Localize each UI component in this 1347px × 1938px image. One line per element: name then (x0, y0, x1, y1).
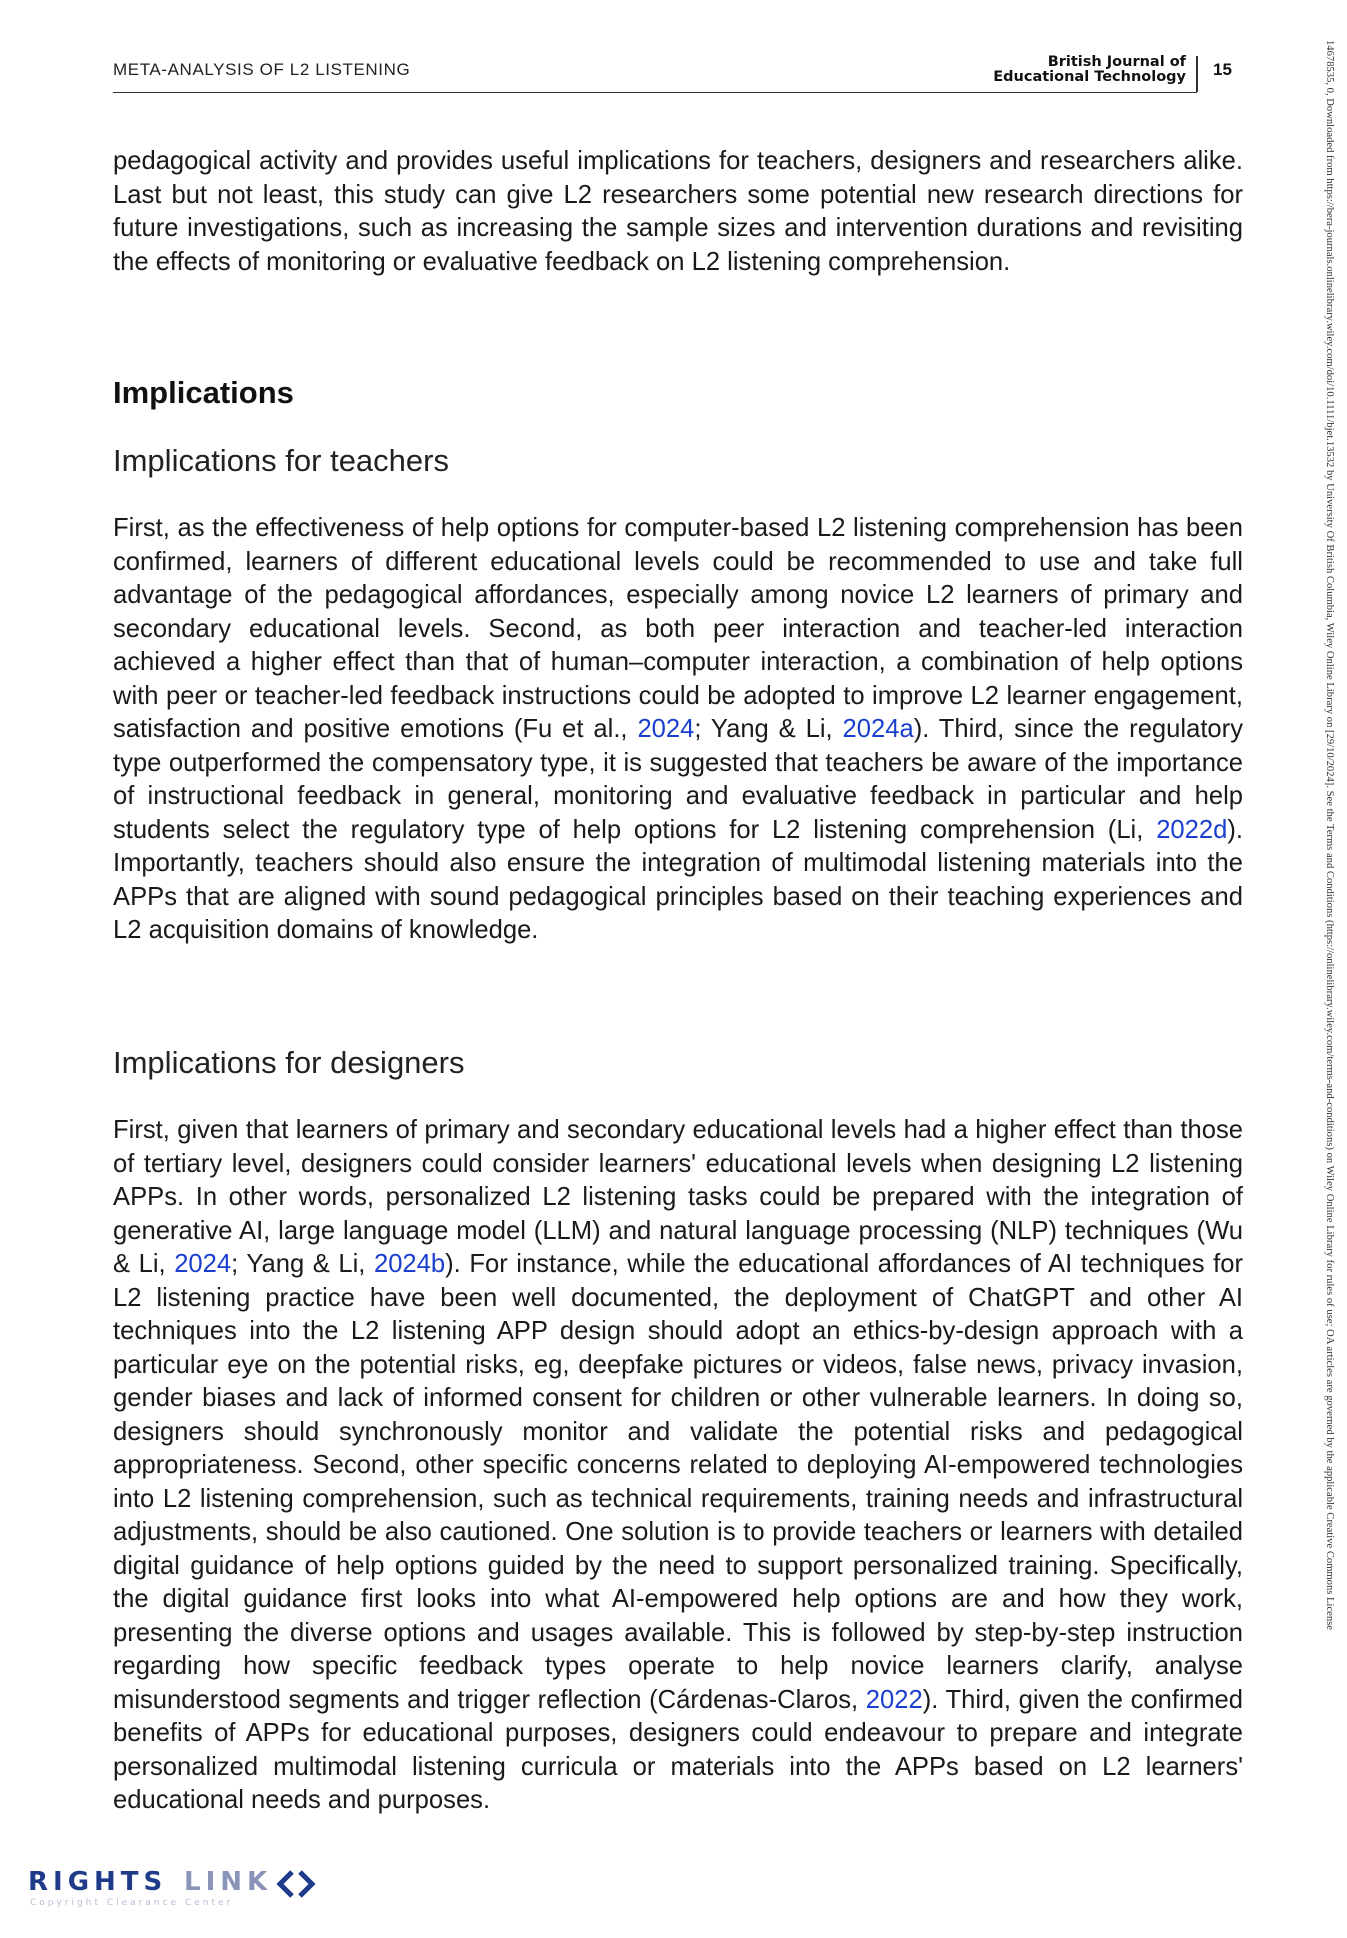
intro-paragraph: pedagogical activity and provides useful implications for teachers, designers and researchers alike. Last but not least, this study can give L2 researchers some potential new research directions for future investigations, such as increasing the sample sizes and intervention durations and revisiting the effects of monitoring or evaluative feedback on L2 listening comprehension. (113, 147, 1243, 276)
page-number: 15 (1213, 60, 1232, 79)
designers-text-3: ). For instance, while the educational affordances of AI techniques for L2 listening practice have been well documented, the deployment of ChatGPT and other AI techniques into the L2 listening APP design should adopt an ethics-by-design approach with a particular eye on the potential risks, eg, deepfake pictures or videos, false news, privacy invasion, gender biases and lack of informed consent for children or other vulnerable learners. In doing so, designers should synchronously monitor and validate the potential risks and pedagogical appropriateness. Second, other specific concerns related to deploying AI-empowered technologies into L2 listening comprehension, such as technical requirements, training needs and infrastructural adjustments, should be also cautioned. One solution is to provide teachers or learners with detailed digital guidance of help options guided by the need to support personalized training. Specifically, the digital guidance first looks into what AI-empowered help options are and how they work, presenting the diverse options and usages available. This is followed by step-by-step instruction regarding how specific feedback types operate to help novice learners clarify, analyse misunderstood segments and trigger reflection (Cárdenas-Claros, (113, 1250, 1243, 1714)
designers-text-1: First, given that learners of primary and secondary educational levels had a higher effect than those of tertiary level, designers could consider learners' educational levels when designing L2 listening APPs. In other words, personalized L2 listening tasks could be prepared with the integration of generative AI, large language model (LLM) and natural language processing (NLP) techniques (Wu & Li, (113, 1116, 1243, 1278)
citation-link-yang-2024a[interactable]: 2024a (842, 715, 914, 743)
designers-text-2: ; Yang & Li, (231, 1250, 374, 1278)
teachers-text-3: ). Third, since the regulatory type outperformed the compensatory type, it is suggested that teachers be aware of the importance of instructional feedback in general, monitoring and evaluative feedback in particular and help students select the regulatory type of help options for L2 listening comprehension (Li, (113, 715, 1243, 844)
subsection-heading-designers: Implications for designers (113, 1045, 465, 1080)
svg-text:LINK: LINK (184, 1867, 273, 1897)
rightslink-logo (28, 1860, 348, 1910)
header-rule (113, 92, 1197, 93)
teachers-text-2: ; Yang & Li, (694, 715, 843, 743)
citation-link-li-2022d[interactable]: 2022d (1156, 815, 1228, 844)
download-notice-text: 14678535, 0, Downloaded from https://bera-journals.onlinelibrary.wiley.com/doi/10.1111/bjet.13532 by University Of British Columbia, Wiley Online Library on [29/10/2024]. See the Terms and Conditions (https://onlinelibrary.wiley.com/terms-and-conditions) on Wiley Online Library for rules of use; OA articles are governed by the applicable Creative Commons License (1324, 40, 1335, 1630)
running-title: META-ANALYSIS OF L2 LISTENING (113, 60, 411, 79)
teachers-text-4: ). Importantly, teachers should also ensure the integration of multimodal listening materials into the APPs that are aligned with sound pedagogical principles based on their teaching experiences and L2 acquisition domains of knowledge. (113, 815, 1243, 944)
citation-link-cardenas-2022[interactable]: 2022 (865, 1685, 923, 1714)
journal-name-line2: Educational Technology (993, 69, 1186, 85)
citation-link-wu-2024[interactable]: 2024 (174, 1250, 232, 1278)
citation-link-yang-2024b[interactable]: 2024b (373, 1250, 446, 1278)
journal-name-line1: British Journal of (1047, 54, 1186, 70)
download-notice (1322, 40, 1336, 1910)
svg-text:Copyright Clearance Center: Copyright Clearance Center (30, 1898, 234, 1908)
teachers-text-1: First, as the effectiveness of help options for computer-based L2 listening comprehension has been confirmed, learners of different educational levels could be recommended to use and take full advantage of the pedagogical affordances, especially among novice L2 learners of primary and secondary educational levels. Second, as both peer interaction and teacher-led interaction achieved a higher effect than that of human–computer interaction, a combination of help options with peer or teacher-led feedback instructions could be adopted to improve L2 learner engagement, satisfaction and positive emotions (Fu et al., (113, 514, 1243, 743)
designers-text-4: ). Third, given the confirmed benefits of APPs for educational purposes, designers could endeavour to prepare and integrate personalized multimodal listening curricula or materials into the APPs based on L2 learners' educational needs and purposes. (113, 1685, 1243, 1814)
citation-link-fu-2024[interactable]: 2024 (637, 715, 695, 743)
svg-text:RIGHTS: RIGHTS (28, 1867, 168, 1897)
subsection-heading-teachers: Implications for teachers (113, 443, 449, 478)
journal-name (926, 55, 1186, 85)
teachers-paragraph (113, 512, 1243, 948)
header-divider (1196, 56, 1198, 92)
designers-paragraph (113, 1114, 1243, 1818)
section-heading-implications: Implications (113, 375, 294, 410)
